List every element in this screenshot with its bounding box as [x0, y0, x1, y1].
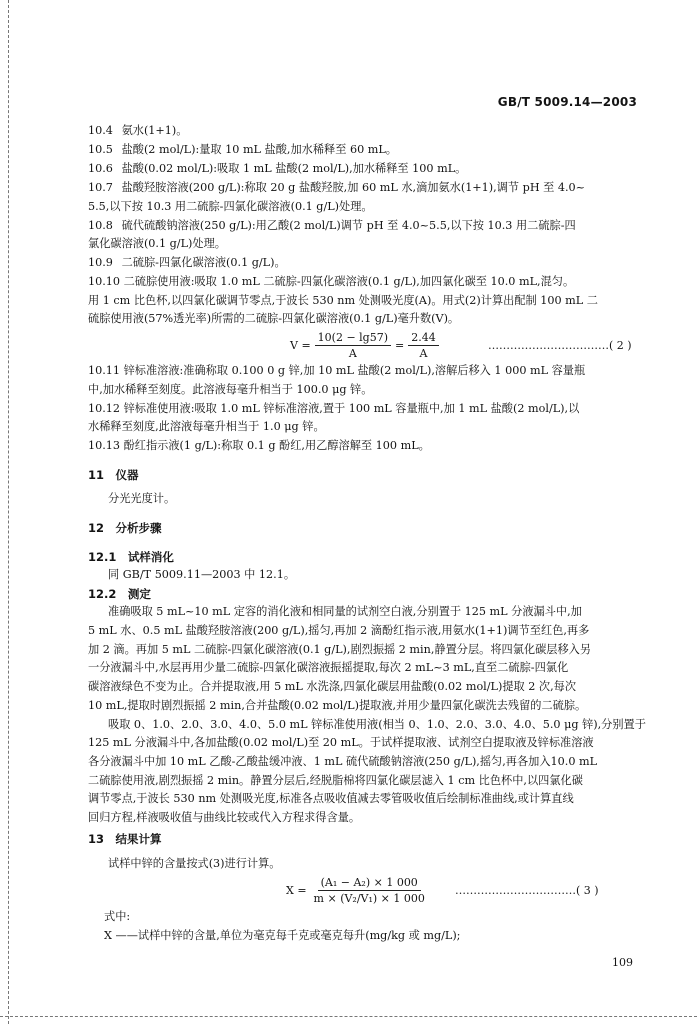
section-12-2-para2-line3: 各分液漏斗中加 10 mL 乙酸-乙酸盐缓冲液、1 mL 硫代硫酸钠溶液(250 g/L),摇匀,再各加入10.0 mL: [88, 755, 598, 768]
formula-3-denominator: m × (V₂/V₁) × 1 000: [313, 892, 425, 905]
section-13-heading: 13 结果计算: [88, 832, 162, 846]
section-12-1-heading: 12.1 试样消化: [88, 550, 174, 564]
section-11-heading: 11 仪器: [88, 468, 139, 482]
formula-2-equals: =: [395, 339, 405, 352]
item-10-10-cont2: 硫腙使用液(57%透光率)所需的二硫腙-四氯化碳溶液(0.1 g/L)毫升数(V)。: [88, 312, 460, 325]
item-10-7: 10.7 盐酸羟胺溶液(200 g/L):称取 20 g 盐酸羟胺,加 60 mL 水,滴加氨水(1+1),调节 pH 至 4.0~: [88, 181, 586, 194]
item-10-8: 10.8 硫代硫酸钠溶液(250 g/L):用乙酸(2 mol/L)调节 pH 至 4.0~5.5,以下按 10.3 用二硫腙-四: [88, 219, 576, 232]
formula-2-fraction-2: [408, 331, 439, 360]
section-12-2-para2-line6: 回归方程,样液吸收值与曲线比较或代入方程求得含量。: [88, 811, 361, 824]
section-12-2-para1-line1: 准确吸取 5 mL~10 mL 定容的消化液和相同量的试剂空白液,分别置于 125 mL 分液漏斗中,加: [108, 605, 582, 618]
item-10-10: 10.10 二硫腙使用液:吸取 1.0 mL 二硫腙-四氯化碳溶液(0.1 g/L),加四氯化碳至 10.0 mL,混匀。: [88, 275, 575, 288]
item-10-10-cont1: 用 1 cm 比色杯,以四氯化碳调节零点,于波长 530 nm 处测吸光度(A)。用式(2)计算出配制 100 mL 二: [88, 294, 598, 307]
formula-3: [286, 876, 432, 905]
item-10-11-cont: 中,加水稀释至刻度。此溶液每毫升相当于 100.0 μg 锌。: [88, 383, 373, 396]
formula-2-number: ……………………………( 2 ): [488, 339, 632, 352]
item-10-8-cont: 氯化碳溶液(0.1 g/L)处理。: [88, 237, 226, 250]
section-12-heading: 12 分析步骤: [88, 521, 162, 535]
section-12-2-para2-line4: 二硫腙使用液,剧烈振摇 2 min。静置分层后,经脱脂棉将四氯化碳层滤入 1 cm 比色杯中,以四氯化碳: [88, 774, 583, 787]
item-10-13: 10.13 酚红指示液(1 g/L):称取 0.1 g 酚红,用乙醇溶解至 100 mL。: [88, 439, 430, 452]
section-12-2-para1-line4: 一分液漏斗中,水层再用少量二硫腙-四氯化碳溶液振摇提取,每次 2 mL~3 mL,直至二硫腙-四氯化: [88, 661, 569, 674]
page-number: 109: [612, 956, 633, 969]
section-12-2-para2-line2: 125 mL 分液漏斗中,各加盐酸(0.02 mol/L)至 20 mL。于试样提取液、试剂空白提取液及锌标准溶液: [88, 736, 594, 749]
section-12-2-para1-line6: 10 mL,提取时剧烈振摇 2 min,合并盐酸(0.02 mol/L)提取液,并用少量四氯化碳洗去残留的二硫腙。: [88, 699, 587, 712]
scan-edge-left: [8, 0, 10, 1024]
formula-2-fraction-1: [315, 331, 391, 360]
scan-edge-bottom: [0, 1016, 697, 1018]
formula-2-numerator-1: 10(2 − lg57): [315, 331, 391, 346]
item-10-6: 10.6 盐酸(0.02 mol/L):吸取 1 mL 盐酸(2 mol/L),加水稀释至 100 mL。: [88, 162, 467, 175]
formula-3-lhs: X =: [286, 884, 307, 897]
where-label: 式中:: [104, 910, 131, 923]
item-10-7-cont: 5.5,以下按 10.3 用二硫腙-四氯化碳溶液(0.1 g/L)处理。: [88, 200, 373, 213]
formula-3-fraction: [311, 876, 428, 905]
formula-2-lhs: V =: [290, 339, 311, 352]
formula-2: [290, 331, 443, 360]
section-12-2-para1-line3: 加 2 滴。再加 5 mL 二硫腙-四氯化碳溶液(0.1 g/L),剧烈振摇 2 min,静置分层。将四氯化碳层移入另: [88, 643, 592, 656]
section-12-2-para2-line1: 吸取 0、1.0、2.0、3.0、4.0、5.0 mL 锌标准使用液(相当 0、1.0、2.0、3.0、4.0、5.0 μg 锌),分别置于: [108, 718, 646, 731]
section-11-body: 分光光度计。: [108, 492, 176, 505]
item-10-9: 10.9 二硫腙-四氯化碳溶液(0.1 g/L)。: [88, 256, 286, 269]
standard-number: GB/T 5009.14—2003: [497, 95, 637, 109]
item-10-11: 10.11 锌标准溶液:准确称取 0.100 0 g 锌,加 10 mL 盐酸(2 mol/L),溶解后移入 1 000 mL 容量瓶: [88, 364, 586, 377]
formula-3-number: ……………………………( 3 ): [455, 884, 599, 897]
item-10-12: 10.12 锌标准使用液:吸取 1.0 mL 锌标准溶液,置于 100 mL 容量瓶中,加 1 mL 盐酸(2 mol/L),以: [88, 402, 580, 415]
formula-2-denominator-1: A: [348, 347, 357, 360]
section-12-2-para1-line2: 5 mL 水、0.5 mL 盐酸羟胺溶液(200 g/L),摇匀,再加 2 滴酚红指示液,用氨水(1+1)调节至红色,再多: [88, 624, 590, 637]
formula-2-denominator-2: A: [419, 347, 428, 360]
item-10-12-cont: 水稀释至刻度,此溶液每毫升相当于 1.0 μg 锌。: [88, 420, 325, 433]
section-12-1-body: 同 GB/T 5009.11—2003 中 12.1。: [108, 568, 296, 581]
section-12-2-para1-line5: 碳溶液绿色不变为止。合并提取液,用 5 mL 水洗涤,四氯化碳层用盐酸(0.02 mol/L)提取 2 次,每次: [88, 680, 577, 693]
definition-x: X ——试样中锌的含量,单位为毫克每千克或毫克每升(mg/kg 或 mg/L);: [104, 929, 461, 942]
formula-3-numerator: (A₁ − A₂) × 1 000: [318, 876, 421, 891]
item-10-5: 10.5 盐酸(2 mol/L):量取 10 mL 盐酸,加水稀释至 60 mL。: [88, 143, 397, 156]
formula-2-numerator-2: 2.44: [408, 331, 439, 346]
item-10-4: 10.4 氨水(1+1)。: [88, 124, 188, 137]
section-12-2-para2-line5: 调节零点,于波长 530 nm 处测吸光度,标准各点吸收值减去零管吸收值后绘制标准曲线,或计算直线: [88, 792, 574, 805]
section-12-2-heading: 12.2 测定: [88, 587, 151, 601]
section-13-intro: 试样中锌的含量按式(3)进行计算。: [108, 857, 281, 870]
